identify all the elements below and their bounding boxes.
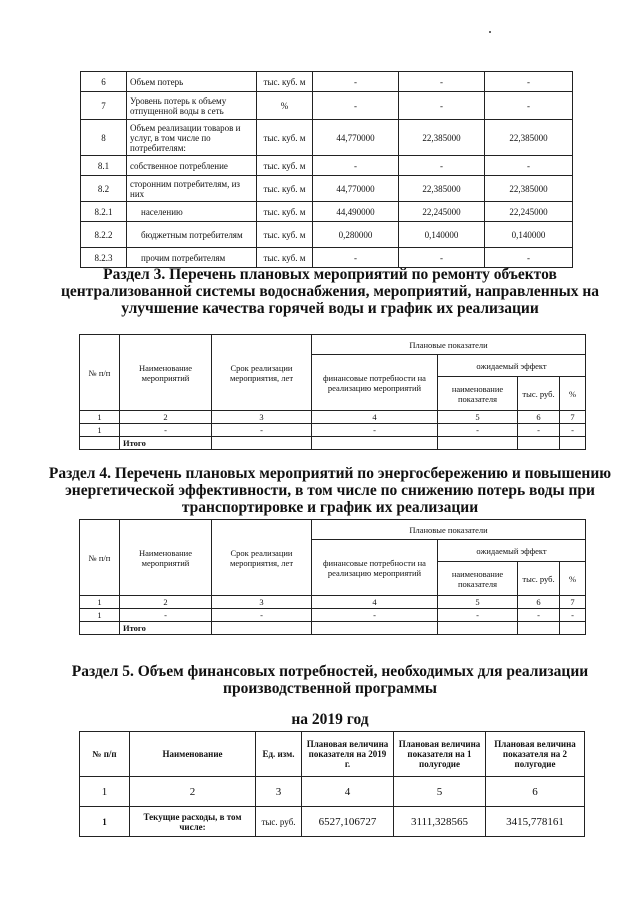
cell: 3 (212, 411, 312, 424)
row-value-year: 0,280000 (313, 222, 399, 248)
section3-heading: Раздел 3. Перечень плановых мероприятий по ремонту объектов централизованной системы водоснабжения, мероприятий, направленных на улучшение качества горячей воды и график их реализации (60, 266, 600, 317)
section5-year-title: на 2019 год (291, 711, 369, 728)
index-row (80, 596, 586, 609)
cell (80, 622, 120, 635)
cell: 6 (486, 777, 585, 807)
table-row (81, 222, 573, 248)
cell (560, 622, 586, 635)
cell: - (438, 424, 518, 437)
row-name: Объем потерь (127, 72, 257, 92)
col-term-header: Срок реализации мероприятия, лет (212, 520, 312, 596)
row-name: сторонним потребителям, из них (127, 176, 257, 202)
row-value-year: - (313, 248, 399, 268)
col-num-header: № п/п (80, 520, 120, 596)
cell: 1 (80, 596, 120, 609)
row-name: прочим потребителям (127, 248, 257, 268)
col-name-header: Наименование (130, 732, 256, 777)
cell: 3415,778161 (486, 807, 585, 837)
cell (560, 437, 586, 450)
cell (312, 437, 438, 450)
cell: 2 (120, 596, 212, 609)
section4-plan-table (79, 519, 586, 635)
table-row (81, 156, 573, 176)
cell: 3 (256, 777, 302, 807)
cell: - (312, 424, 438, 437)
cell: 5 (394, 777, 486, 807)
row-value-h1: - (399, 72, 485, 92)
cell: 1 (80, 807, 130, 837)
row-unit: тыс. куб. м (257, 202, 313, 222)
cell: Текущие расходы, в том числе: (130, 807, 256, 837)
col-plan-header: Плановые показатели (312, 520, 586, 540)
col-pct-header: % (560, 562, 586, 596)
col-name-header: Наименование мероприятий (120, 520, 212, 596)
col-effect-header: ожидаемый эффект (438, 355, 586, 377)
cell (212, 437, 312, 450)
row-value-year: 44,490000 (313, 202, 399, 222)
table-row (81, 72, 573, 92)
cell: - (560, 609, 586, 622)
row-unit: тыс. куб. м (257, 248, 313, 268)
row-name: собственное потребление (127, 156, 257, 176)
cell: 3 (212, 596, 312, 609)
total-label: Итого (120, 622, 212, 635)
data-row (80, 609, 586, 622)
row-value-h1: - (399, 248, 485, 268)
cell: - (120, 609, 212, 622)
cell: - (312, 609, 438, 622)
cell: 2 (130, 777, 256, 807)
row-number: 7 (81, 92, 127, 120)
cell: 7 (560, 411, 586, 424)
col-rub-header: тыс. руб. (518, 377, 560, 411)
cell: 5 (438, 411, 518, 424)
row-unit: тыс. куб. м (257, 72, 313, 92)
col-h1-header: Плановая величина показателя на 1 полугодие (394, 732, 486, 777)
col-num-header: № п/п (80, 732, 130, 777)
row-value-h2: - (485, 72, 573, 92)
col-fin-header: финансовые потребности на реализацию мероприятий (312, 355, 438, 411)
row-value-h1: - (399, 92, 485, 120)
row-value-year: 44,770000 (313, 176, 399, 202)
col-num-header: № п/п (80, 335, 120, 411)
cell: 6 (518, 411, 560, 424)
cell: - (212, 424, 312, 437)
row-number: 8.2.1 (81, 202, 127, 222)
table-row (81, 120, 573, 156)
row-value-year: - (313, 156, 399, 176)
col-h2-header: Плановая величина показателя на 2 полугодие (486, 732, 585, 777)
row-value-h2: - (485, 156, 573, 176)
cell (438, 437, 518, 450)
row-value-h2: 0,140000 (485, 222, 573, 248)
data-row (80, 424, 586, 437)
row-value-h1: 22,245000 (399, 202, 485, 222)
table-row (80, 807, 585, 837)
row-value-year: - (313, 92, 399, 120)
col-pct-header: % (560, 377, 586, 411)
total-row (80, 622, 586, 635)
col-ind-header: наименование показателя (438, 377, 518, 411)
cell: - (560, 424, 586, 437)
scan-speck (489, 31, 491, 33)
row-number: 8 (81, 120, 127, 156)
cell: 1 (80, 609, 120, 622)
row-value-h1: 22,385000 (399, 176, 485, 202)
cell (212, 622, 312, 635)
row-name: Уровень потерь к объему отпущенной воды в сеть (127, 92, 257, 120)
row-value-h2: 22,385000 (485, 176, 573, 202)
row-unit: тыс. куб. м (257, 120, 313, 156)
cell (80, 437, 120, 450)
cell: 1 (80, 777, 130, 807)
production-indicators-table (80, 71, 573, 268)
cell: - (438, 609, 518, 622)
total-row (80, 437, 586, 450)
row-unit: тыс. куб. м (257, 156, 313, 176)
cell (312, 622, 438, 635)
cell: - (518, 609, 560, 622)
cell: 6527,106727 (302, 807, 394, 837)
row-value-h2: 22,245000 (485, 202, 573, 222)
cell: 6 (518, 596, 560, 609)
cell: 1 (80, 424, 120, 437)
col-rub-header: тыс. руб. (518, 562, 560, 596)
cell: - (518, 424, 560, 437)
col-plan-header: Плановые показатели (312, 335, 586, 355)
cell: 7 (560, 596, 586, 609)
row-name: населению (127, 202, 257, 222)
cell (438, 622, 518, 635)
row-name: Объем реализации товаров и услуг, в том числе по потребителям: (127, 120, 257, 156)
header-row (80, 732, 585, 777)
cell (518, 622, 560, 635)
row-number: 8.1 (81, 156, 127, 176)
table-row (81, 202, 573, 222)
row-value-h1: - (399, 156, 485, 176)
index-row (80, 411, 586, 424)
row-number: 8.2.2 (81, 222, 127, 248)
cell: 3111,328565 (394, 807, 486, 837)
section5-finance-table (79, 731, 585, 837)
row-value-year: - (313, 72, 399, 92)
col-ind-header: наименование показателя (438, 562, 518, 596)
row-value-year: 44,770000 (313, 120, 399, 156)
row-number: 8.2 (81, 176, 127, 202)
index-row (80, 777, 585, 807)
col-name-header: Наименование мероприятий (120, 335, 212, 411)
table-row (81, 92, 573, 120)
section3-plan-table (79, 334, 586, 450)
row-number: 6 (81, 72, 127, 92)
row-unit: тыс. куб. м (257, 176, 313, 202)
row-unit: % (257, 92, 313, 120)
cell: 2 (120, 411, 212, 424)
total-label: Итого (120, 437, 212, 450)
col-unit-header: Ед. изм. (256, 732, 302, 777)
cell: 1 (80, 411, 120, 424)
section4-heading: Раздел 4. Перечень плановых мероприятий по энергосбережению и повышению энергетической эффективности, в том числе по снижению потерь воды при транспортировке и график их реализации (48, 465, 612, 516)
cell: - (120, 424, 212, 437)
cell: 5 (438, 596, 518, 609)
cell: 4 (312, 411, 438, 424)
row-name: бюджетным потребителям (127, 222, 257, 248)
row-value-h1: 22,385000 (399, 120, 485, 156)
row-unit: тыс. куб. м (257, 222, 313, 248)
row-value-h2: 22,385000 (485, 120, 573, 156)
table-row (81, 176, 573, 202)
row-number: 8.2.3 (81, 248, 127, 268)
col-year-header: Плановая величина показателя на 2019 г. (302, 732, 394, 777)
cell: 4 (302, 777, 394, 807)
table-row (81, 248, 573, 268)
row-value-h1: 0,140000 (399, 222, 485, 248)
cell: - (212, 609, 312, 622)
cell: 4 (312, 596, 438, 609)
row-value-h2: - (485, 92, 573, 120)
section5-heading: Раздел 5. Объем финансовых потребностей, необходимых для реализации производственной программы (71, 663, 589, 697)
cell (518, 437, 560, 450)
row-value-h2: - (485, 248, 573, 268)
col-effect-header: ожидаемый эффект (438, 540, 586, 562)
col-term-header: Срок реализации мероприятия, лет (212, 335, 312, 411)
col-fin-header: финансовые потребности на реализацию мероприятий (312, 540, 438, 596)
cell: тыс. руб. (256, 807, 302, 837)
